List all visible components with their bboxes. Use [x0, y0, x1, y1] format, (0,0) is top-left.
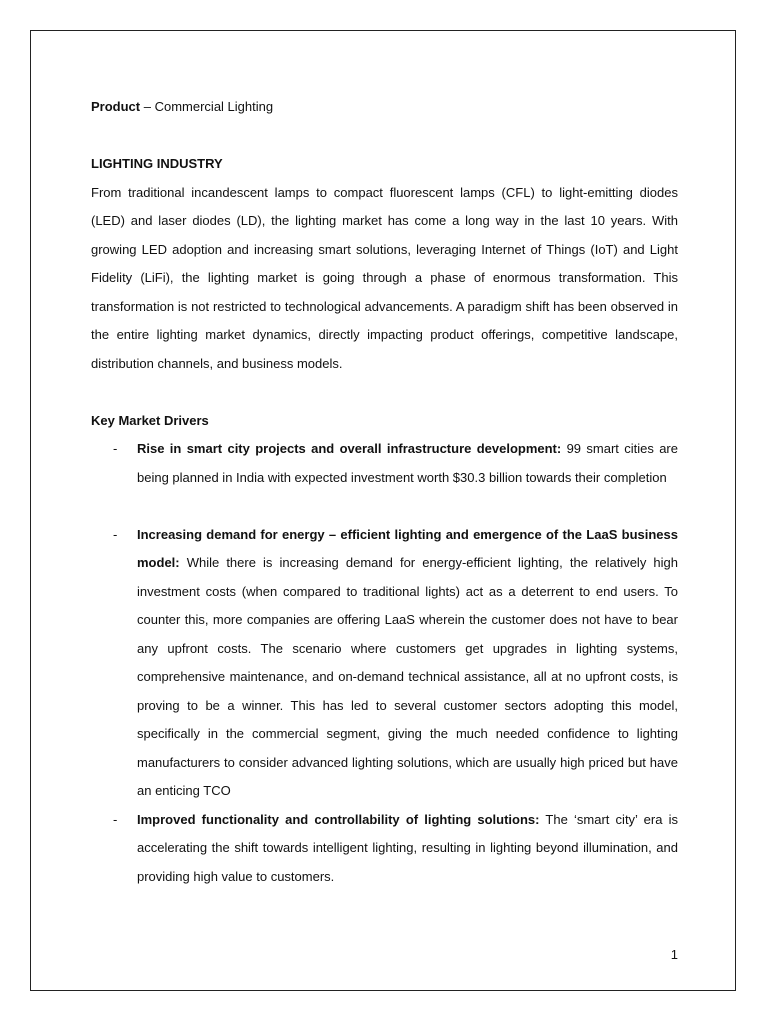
drivers-list — [91, 435, 678, 891]
driver-item — [91, 521, 678, 806]
page-number: 1 — [670, 947, 678, 962]
product-line — [91, 93, 678, 122]
driver-text: The ‘smart city’ era is accelerating the shift towards intelligent lighting, resulting in lighting beyond illumination, and providing high value to customers. — [137, 811, 678, 884]
industry-paragraph: From traditional incandescent lamps to compact fluorescent lamps (CFL) to light-emitting diodes (LED) and laser diodes (LD), the lighting market has come a long way in the last 10 years. With growing LED adoption and increasing smart solutions, leveraging Internet of Things (IoT) and Light Fidelity (LiFi), the lighting market is going through a phase of enormous transformation. This transformation is not restricted to technological advancements. A paradigm shift has been observed in the entire lighting market dynamics, directly impacting product offerings, competitive landscape, distribution channels, and business models. — [91, 184, 678, 371]
product-label: Product — [91, 99, 141, 114]
list-gap — [91, 492, 678, 521]
product-value: Commercial Lighting — [154, 99, 274, 114]
bullet-dash: - — [113, 526, 118, 542]
driver-text: While there is increasing demand for energy-efficient lighting, the relatively high investment costs (when compared to traditional lights) act as a deterrent to end users. To counter this, more companies are offering LaaS wherein the customer does not have to bear any upfront costs. The scenario where customers get upgrades in lighting systems, comprehensive maintenance, and on-demand technical assistance, all at no upfront costs, is proving to be a winner. This has led to several customer sectors adopting this model, specifically in the commercial segment, giving the much needed confidence to lighting manufacturers to consider advanced lighting solutions, which are usually high priced but have an enticing TCO — [137, 555, 678, 798]
spacer — [91, 122, 678, 151]
product-separator: – — [140, 99, 155, 114]
spacer — [91, 378, 678, 407]
bullet-dash: - — [113, 811, 118, 827]
driver-text: 99 smart cities are being planned in India with expected investment worth $30.3 billion towards their completion — [137, 441, 678, 485]
driver-title: Improved functionality and controllability of lighting solutions: — [137, 811, 540, 827]
driver-item — [91, 435, 678, 492]
industry-heading: LIGHTING INDUSTRY — [91, 156, 223, 171]
document-page — [30, 30, 736, 991]
driver-title: Increasing demand for energy – efficient lighting and emergence of the LaaS business model: — [137, 526, 678, 570]
driver-item — [91, 806, 678, 892]
page-content — [91, 93, 678, 891]
driver-title: Rise in smart city projects and overall infrastructure development: — [137, 441, 562, 456]
drivers-heading: Key Market Drivers — [91, 412, 209, 428]
bullet-dash: - — [113, 441, 118, 456]
